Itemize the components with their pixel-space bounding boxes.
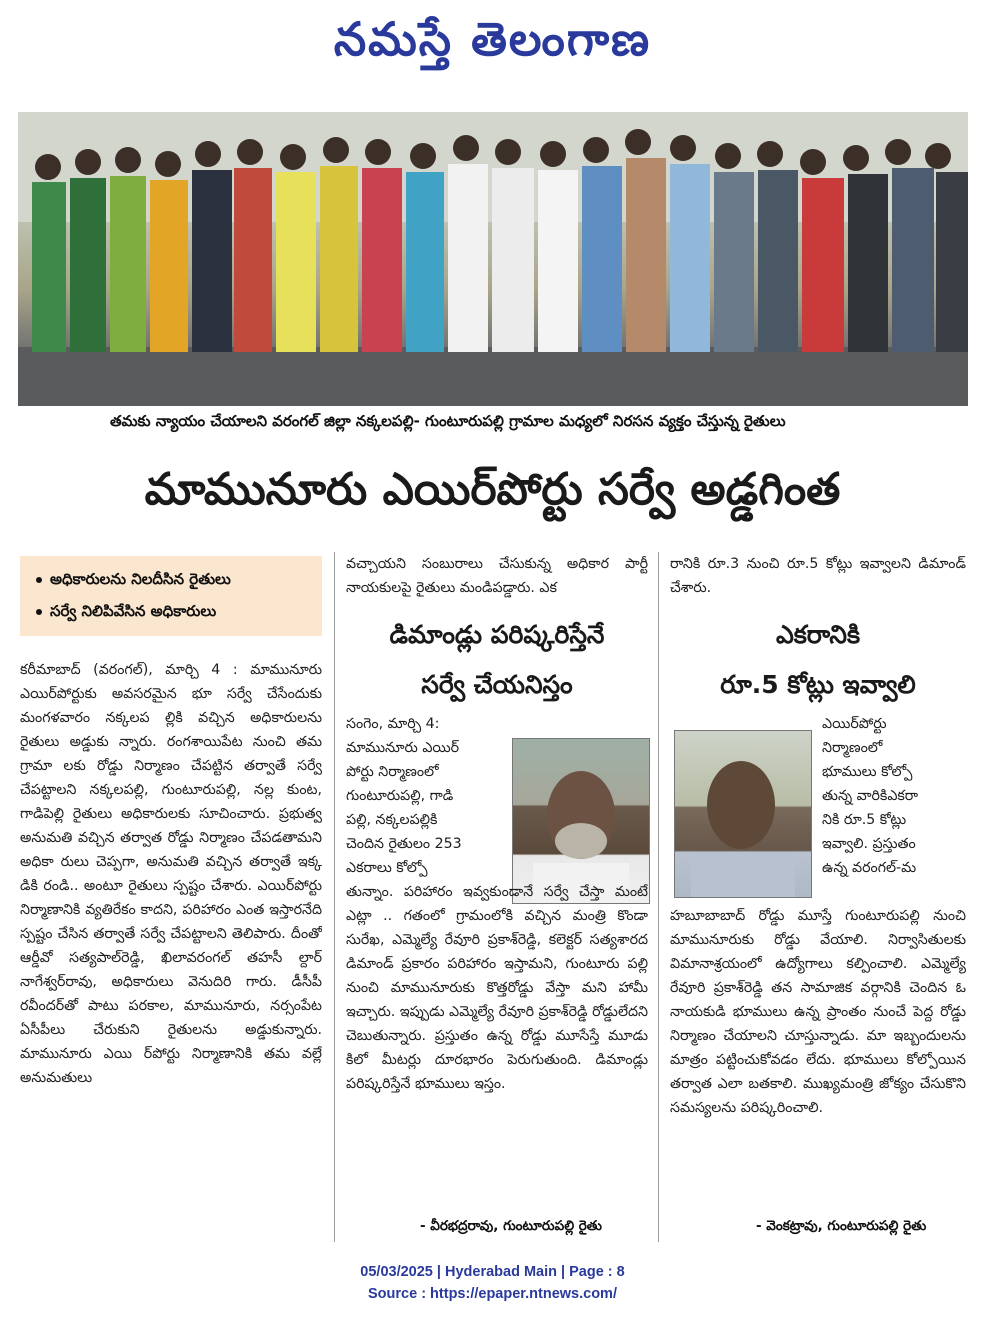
story2-body-column [346, 880, 648, 1214]
story2-subtitle: సర్వే చేయనిస్తం [421, 670, 573, 699]
story2-body: తున్నాం. పరిహారం ఇవ్వకుండానే సర్వే చేస్తా మంటే ఎట్లా .. గతంలో గ్రామంలోకి వచ్చిన మంత్రి కొండా సురేఖ, ఎమ్మెల్యే రేవూరి ప్రకాశ్‌రెడ్డి, కలెక్టర్ సత్యశారద డిమాండ్ ప్రకారం పరిహారం ఇస్తామని, గుంటూరు పల్లి నుంచి మామునూరుకు కొత్తరోడ్డు వేస్తా మని హామీ ఇచ్చారు. ఇప్పుడు ఎమ్మెల్యే రేవూరి ప్రకాశ్‌రెడ్డి రోడ్డులేదని చెబుతున్నారు. ప్రస్తుతం ఉన్న రోడ్డు మూసేస్తే మూడు కిలో మీటర్లు దూరభారం పెరుగుతుంది. డిమాండ్లు పరిష్కరిస్తేనే భూములు ఇస్తం. [346, 884, 648, 1092]
main-story-body: కరీమాబాద్ (వరంగల్), మార్చి 4 : మామునూరు ఎయిర్‌పోర్టుకు అవసరమైన భూ సర్వే చేసేందుకు మంగళవారం నక్కలప ల్లికి వచ్చిన అధికారులను రైతులు అడ్డుకు న్నారు. రంగశాయిపేట నుంచి తమ గ్రామా లకు రోడ్డు నిర్మాణం చేపట్టిన తర్వాతే సర్వే చేపట్టాలని నక్కలపల్లి, గుంటూరుపల్లి, నల్ల కుంట, గాడిపెల్లి రైతులు అధికారులకు సూచించారు. ప్రభుత్వ అనుమతి వచ్చిన తర్వాత రోడ్డు నిర్మాణం చేపడతామని అధికా రులు చెప్పగా, అనుమతి వచ్చిన తర్వాతే ఇక్క డికి రండి.. అంటూ రైతులు స్పష్టం చేశారు. ఎయిర్‌పోర్టు నిర్మాణానికి వ్యతిరేకం కాదని, పరిహారం ఎంత ఇస్తారనేది స్పష్టం చేసిన తర్వాతే సర్వే చేపట్టాలని తెలిపారు. దీంతో ఆర్డీవో సత్యపాల్‌రెడ్డి, ఖిలావరంగల్ తహసీ ల్దార్ నాగేశ్వర్‌రావు, అధికారులు వెనుదిరి గారు. డీసీపీ రవీందర్‌తో పాటు పరకాల, మామునూరు, నర్సంపేట ఏసీపీలు చేరుకుని రైతులను అడ్డుకున్నారు. మామునూరు ఎయి ర్‌పోర్టు నిర్మాణానికి తమ వల్లే అనుమతులు [20, 662, 322, 1086]
story3-body-column [670, 904, 966, 1214]
main-story-continued: వచ్చాయని సంబురాలు చేసుకున్న అధికార పార్టీ నాయకులపై రైతులు మండిపడ్డారు. ఎక [346, 556, 648, 596]
highlight-item: అధికారులను నిలదీసిన రైతులు [36, 570, 231, 592]
story2-title: డిమాండ్లు పరిష్కరిస్తేనే [389, 620, 605, 649]
photo-caption: తమకు న్యాయం చేయాలని వరంగల్ జిల్లా నక్కలపల్లి- గుంటూరుపల్లి గ్రామాల మధ్యలో నిరసన వ్యక్తం చేస్తున్న రైతులు [110, 412, 786, 430]
protest-photo [18, 112, 968, 406]
story3-title: ఎకరానికి [775, 620, 861, 649]
headline: మామునూరు ఎయిర్‌పోర్టు సర్వే అడ్డగింత [144, 464, 841, 515]
bullet-icon [36, 577, 42, 583]
highlights-box [20, 556, 322, 636]
story2-intro: సంగెం, మార్చి 4: మామునూరు ఎయిర్ పోర్టు నిర్మాణంలో గుంటూరుపల్లి, గాడి పల్లి, నక్కలపల్లికి చెందిన రైతులం 253 ఎకరాలు కోల్పో [346, 716, 462, 876]
footer-date-edition: 05/03/2025 | Hyderabad Main | Page : 8 [360, 1264, 625, 1280]
main-story-column [20, 658, 322, 1246]
story3-byline: - వెంకట్రావు, గుంటూరుపల్లి రైతు [756, 1218, 927, 1234]
highlight-item: సర్వే నిలిపివేసిన అధికారులు [36, 602, 216, 624]
masthead-title: నమస్తే తెలంగాణ [333, 12, 652, 66]
column-divider [658, 552, 659, 1242]
main-story-continued: రానికి రూ.3 నుంచి రూ.5 కోట్లు ఇవ్వాలని డిమాండ్ చేశారు. [670, 556, 966, 596]
column-divider [334, 552, 335, 1242]
story3-body: హబూబాబాద్ రోడ్డు మూస్తే గుంటూరుపల్లి నుంచి మామునూరుకు రోడ్డు వేయాలి. నిర్వాసితులకు విమానాశ్రయంలో ఉద్యోగాలు కల్పించాలి. ఎమ్మెల్యే రేవూరి ప్రకాశ్‌రెడ్డి తన సామాజిక వర్గానికి చెందిన ఓ నాయకుడి భూములు ఉన్న ప్రాంతం నుంచే పెద్ద రోడ్డు నిర్మాణం చేయాలని చూస్తున్నాడు. మా ఇబ్బందులను మాత్రం పట్టించుకోవడం లేదు. భూములు కోల్పోయిన తర్వాత ఎలా బతకాలి. ముఖ్యమంత్రి జోక్యం చేసుకొని సమస్యలను పరిష్కరించాలి. [670, 908, 966, 1116]
story2-byline: - వీరభద్రరావు, గుంటూరుపల్లి రైతు [420, 1218, 602, 1234]
story3-intro: ఎయిర్‌పోర్టు నిర్మాణంలో భూములు కోల్పో తున్న వారికిఎకరా నికి రూ.5 కోట్లు ఇవ్వాలి. ప్రస్తుతం ఉన్న వరంగల్-మ [822, 716, 919, 876]
farmer-portrait-venkatrao [674, 730, 812, 898]
footer-source-link[interactable]: Source : https://epaper.ntnews.com/ [368, 1286, 617, 1302]
bullet-icon [36, 609, 42, 615]
story3-subtitle: రూ.5 కోట్లు ఇవ్వాలి [720, 670, 916, 699]
